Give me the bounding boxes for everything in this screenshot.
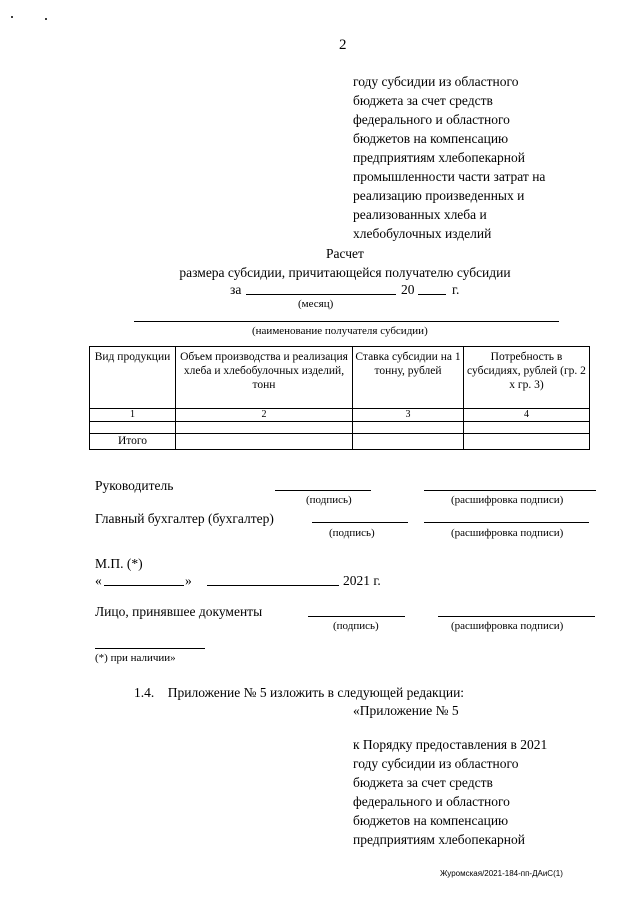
header-line: промышленности части затрат на [353,169,546,184]
footnote: (*) при наличии» [95,652,176,664]
year-suffix: г. [452,282,460,297]
decoding-caption: (расшифровка подписи) [451,527,564,539]
table-column-number-row [90,409,590,422]
header-line: реализованных хлеба и [353,207,487,222]
header-block [353,72,545,243]
date-day-blank[interactable] [104,585,184,586]
column-number: 4 [464,409,590,422]
date-year: 2021 г. [343,573,381,588]
signature-caption: (подпись) [306,494,352,506]
accountant-label: Главный бухгалтер (бухгалтер) [95,511,274,526]
header-line: хлебобулочных изделий [353,226,492,241]
column-number: 3 [353,409,464,422]
appendix-line: бюджета за счет средств [353,775,493,790]
period-prefix: за [230,282,242,297]
appendix-line: бюджетов на компенсацию [353,813,509,828]
calc-title: Расчет [326,246,364,261]
head-signature-blank[interactable] [275,490,371,491]
appendix-line: году субсидии из областного [353,756,519,771]
table-row [90,422,590,434]
accountant-decoding-blank[interactable] [424,522,589,523]
accountant-signature-blank[interactable] [312,522,408,523]
total-label: Итого [90,434,176,450]
amendment-text: 1.4. Приложение № 5 изложить в следующей редакции: [134,685,465,700]
table-cell[interactable] [464,422,590,434]
table-cell[interactable] [353,422,464,434]
table-cell[interactable] [353,434,464,450]
date-month-blank[interactable] [207,585,339,586]
recipient-caption: (наименование получателя субсидии) [252,325,428,337]
accepted-label: Лицо, принявшее документы [95,604,263,619]
page-number: 2 [339,37,347,53]
scan-speck [45,18,47,20]
date-open-quote: « [95,573,102,588]
year-blank[interactable] [418,294,446,295]
year-prefix: 20 [401,282,415,297]
header-line: реализацию произведенных и [353,188,525,203]
calc-subtitle: размера субсидии, причитающейся получателю субсидии [179,265,511,280]
month-caption: (месяц) [298,298,334,310]
table-header-cell: Потребность в субсидиях, рублей (гр. 2 x гр. 3) [464,347,590,409]
header-line: бюджета за счет средств [353,93,493,108]
date-close-quote: » [185,573,192,588]
column-number: 2 [176,409,353,422]
decoding-caption: (расшифровка подписи) [451,620,564,632]
footnote-rule [95,648,205,649]
appendix-line: к Порядку предоставления в 2021 [353,737,548,752]
signature-caption: (подпись) [333,620,379,632]
recipient-blank[interactable] [134,321,559,322]
accepted-signature-blank[interactable] [308,616,405,617]
table-cell[interactable] [176,422,353,434]
table-cell[interactable] [90,422,176,434]
stamp-label: М.П. (*) [95,556,143,571]
table-header-cell: Вид продукции [90,347,176,409]
header-line: бюджетов на компенсацию [353,131,509,146]
decoding-caption: (расшифровка подписи) [451,494,564,506]
table-total-row [90,434,590,450]
table-header-cell: Объем производства и реализация хлеба и хлебобулочных изделий, тонн [176,347,353,409]
column-number: 1 [90,409,176,422]
calculation-table [89,346,590,450]
month-blank[interactable] [246,294,396,295]
scan-speck [11,16,13,18]
signature-caption: (подпись) [329,527,375,539]
appendix-title: «Приложение № 5 [353,703,459,718]
table-cell[interactable] [176,434,353,450]
header-line: предприятиям хлебопекарной [353,150,525,165]
head-label: Руководитель [95,478,174,493]
appendix-line: федерального и областного [353,794,510,809]
accepted-decoding-blank[interactable] [438,616,595,617]
head-decoding-blank[interactable] [424,490,596,491]
table-cell[interactable] [464,434,590,450]
table-header-row [90,347,590,409]
header-line: федерального и областного [353,112,510,127]
appendix-block [353,735,547,849]
table-header-cell: Ставка субсидии на 1 тонну, рублей [353,347,464,409]
header-line: году субсидии из областного [353,74,519,89]
appendix-line: предприятиям хлебопекарной [353,832,525,847]
document-code: Журомская/2021-184-пп-ДАиС(1) [440,869,563,878]
